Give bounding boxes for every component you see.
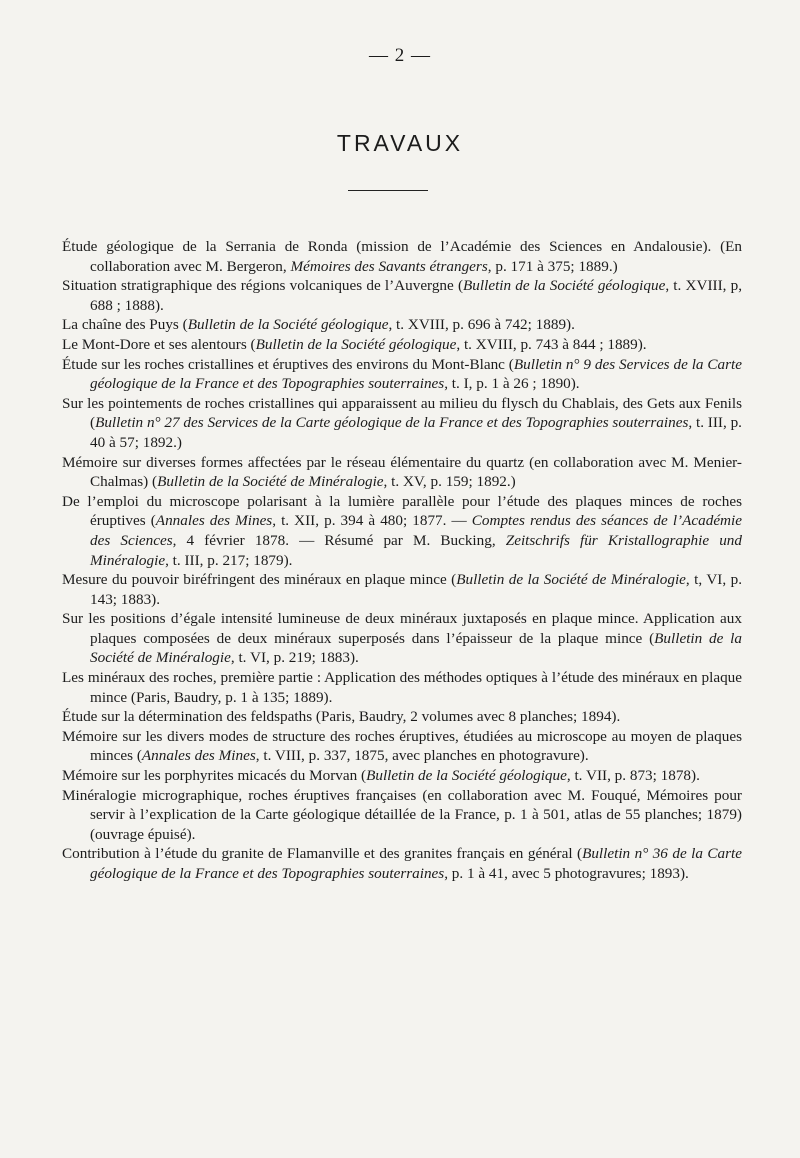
page-number: — 2 — — [369, 45, 431, 66]
entry-text: , 4 février 1878. — Résumé par M. Bucking, — [172, 531, 506, 549]
page-title: TRAVAUX — [336, 130, 464, 156]
entry-text: Les minéraux des roches, première partie : Application des méthodes optiques à l’étude des minéraux en plaque mince (Paris, Baudry, p. 1 à 135; 1889). — [62, 669, 742, 706]
bibliography-entry — [62, 394, 742, 453]
publication-title: Bulletin de la Société géologique — [255, 335, 457, 353]
publication-title: Bulletin n° 36 de la Carte géologique de la France et des Topographies souterraines — [90, 845, 742, 882]
entry-text: Mémoire sur diverses formes affectées par le réseau élémentaire du quartz (en collaboration avec M. Menier-Chalmas) ( — [62, 453, 742, 491]
entry-text: Sur les pointements de roches cristallines qui apparaissent au milieu du flysch du Chablais, des Gets aux Fenils ( — [62, 394, 742, 432]
entry-text: , t. XV, p. 159; 1892.) — [383, 473, 516, 491]
entry-text: , t. VII, p. 873; 1878). — [566, 767, 700, 785]
bibliography-entry — [62, 335, 742, 355]
entry-text: Mesure du pouvoir biréfringent des minéraux en plaque mince ( — [62, 571, 457, 589]
entry-text: Sur les positions d’égale intensité lumineuse de deux minéraux juxtaposés en plaque mince. Application aux plaques composées de deux minéraux superposés dans l’épaisseur de la plaque mince ( — [62, 610, 742, 647]
publication-title: Bulletin n° 27 des Services de la Carte géologique de la France et des Topographies souterraines — [95, 414, 689, 432]
entry-text: , t. XVIII, p. 743 à 844 ; 1889). — [456, 335, 647, 353]
bibliography-entry — [62, 707, 742, 727]
entry-text: , t. III, p. 217; 1879). — [165, 551, 293, 569]
publication-title: Bulletin de la Société de Minéralogie — [157, 473, 384, 491]
publication-title: Bulletin n° 9 des Services de la Carte géologique de la France et des Topographies souterraines — [90, 355, 742, 393]
bibliography-entry — [62, 492, 742, 570]
entry-text: La chaîne des Puys ( — [62, 316, 188, 334]
bibliography-entry — [62, 315, 742, 335]
entry-text: Mémoire sur les divers modes de structure des roches éruptives, étudiées au microscope au moyen de plaques minces ( — [62, 727, 742, 765]
bibliography-entry — [62, 570, 742, 609]
bibliography-entry — [62, 237, 742, 276]
entry-text: , t. VIII, p. 337, 1875, avec planches en photogravure). — [255, 747, 589, 765]
publication-title: Zeitschrifs für Kristallographie und Minéralogie — [90, 531, 742, 569]
publication-title: Bulletin de la Société géologique — [366, 767, 567, 785]
entry-text: , t. XVIII, p. 696 à 742; 1889). — [388, 316, 575, 334]
bibliography-entry — [62, 727, 742, 766]
entry-text: Étude sur les roches cristallines et éruptives des environs du Mont-Blanc ( — [62, 355, 514, 373]
bibliography-entry — [62, 668, 742, 707]
entry-text: , p. 1 à 41, avec 5 photogravures; 1893). — [444, 865, 689, 882]
bibliography-entry — [62, 276, 742, 315]
entry-text: Minéralogie micrographique, roches éruptives françaises (en collaboration avec M. Fouqué, Mémoires pour servir à l’explication de la Carte géologique détaillée de la France, p. 1 à 501, atlas de 55 planches; 1879) (ouvrage épuisé). — [62, 786, 742, 843]
entry-text: Mémoire sur les porphyrites micacés du Morvan ( — [62, 767, 367, 785]
entry-text: , t. I, p. 1 à 26 ; 1890). — [444, 375, 580, 393]
publication-title: Bulletin de la Société géologique — [187, 316, 389, 334]
entry-text: , t, VI, p. 143; 1883). — [90, 571, 742, 608]
bibliography-entry — [62, 453, 742, 492]
entry-text: Étude sur la détermination des feldspaths (Paris, Baudry, 2 volumes avec 8 planches; 1894). — [62, 708, 621, 726]
entry-text: Étude géologique de la Serrania de Ronda (mission de l’Académie des Sciences en Andalousie). (En collaboration avec M. Bergeron, — [62, 238, 742, 275]
entry-text: , t. VI, p. 219; 1883). — [230, 649, 359, 667]
entry-text: Situation stratigraphique des régions volcaniques de l’Auvergne ( — [62, 277, 464, 295]
publication-title: Annales des Mines — [155, 512, 273, 530]
entry-text: , t. XII, p. 394 à 480; 1877. — — [272, 512, 472, 530]
bibliography-entry — [62, 786, 742, 845]
publication-title: Bulletin de la Société de Minéralogie — [90, 629, 742, 667]
publication-title: Comptes rendus des séances de l’Académie des Sciences — [90, 512, 742, 549]
bibliography-entry — [62, 609, 742, 668]
entry-text: , p. 171 à 375; 1889.) — [487, 257, 618, 275]
publication-title: Annales des Mines — [141, 747, 256, 765]
title-divider — [348, 190, 428, 191]
bibliography-list — [62, 237, 742, 884]
bibliography-entry — [62, 844, 742, 883]
bibliography-entry — [62, 355, 742, 394]
publication-title: Bulletin de la Société de Minéralogie — [456, 571, 686, 589]
entry-text: , t. XVIII, p, 688 ; 1888). — [90, 277, 742, 314]
entry-text: , t. III, p. 40 à 57; 1892.) — [90, 414, 742, 451]
entry-text: De l’emploi du microscope polarisant à la lumière parallèle pour l’étude des plaques minces de roches éruptives ( — [62, 492, 742, 530]
publication-title: Bulletin de la Société géologique — [463, 277, 666, 295]
entry-text: Le Mont-Dore et ses alentours ( — [62, 335, 256, 353]
entry-text: Contribution à l’étude du granite de Flamanville et des granites français en général ( — [62, 845, 583, 863]
publication-title: Mémoires des Savants étrangers — [290, 257, 488, 275]
bibliography-entry — [62, 766, 742, 786]
